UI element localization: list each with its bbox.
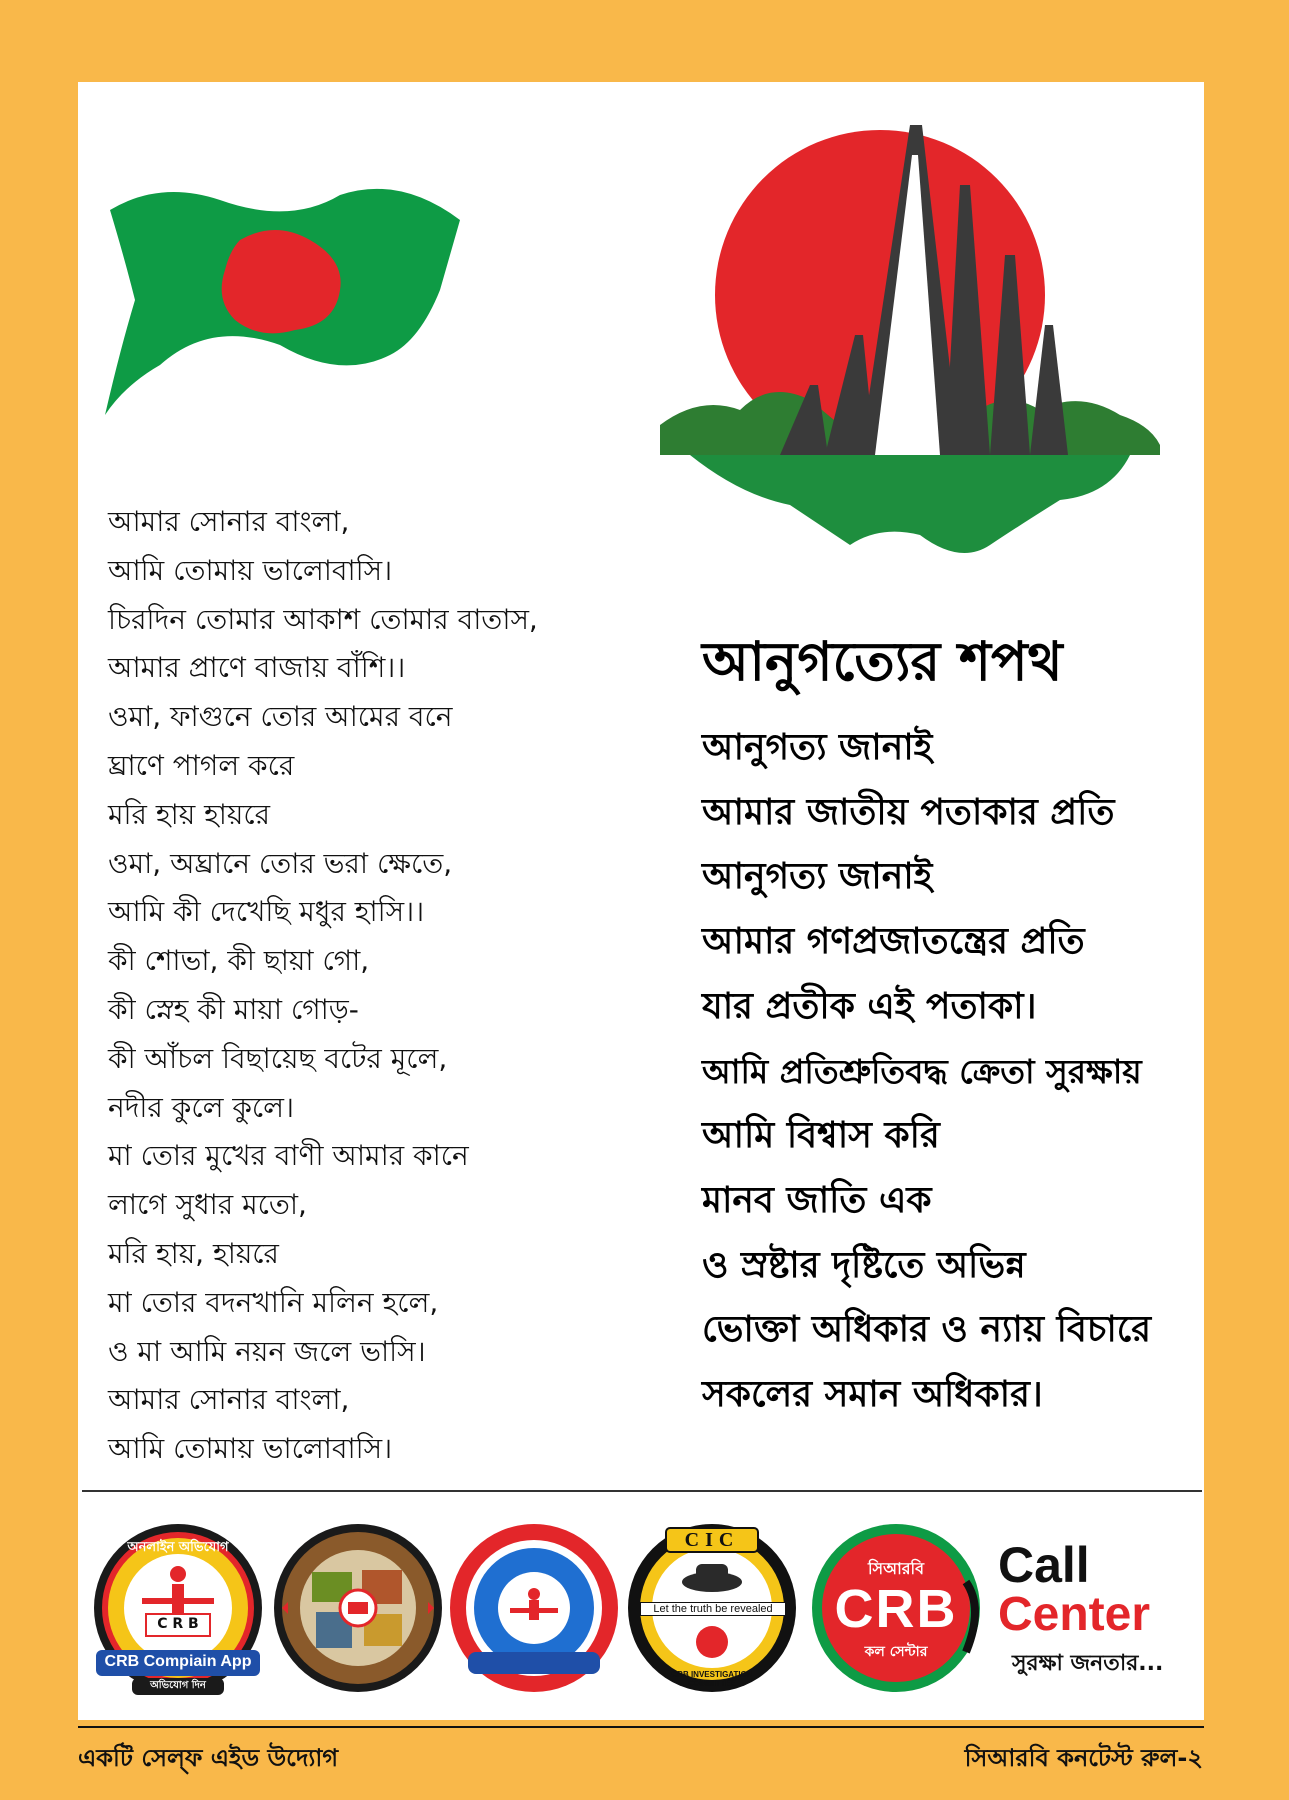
anthem-line: আমি তোমায় ভালোবাসি। (108, 553, 393, 587)
anthem-line: মরি হায় হায়রে (108, 797, 271, 831)
call-center-tagline: সুরক্ষা জনতার... (1012, 1651, 1164, 1676)
call-center-wordmark (998, 1537, 1198, 1683)
logo-sub-text: অভিযোগ দিন (132, 1678, 224, 1695)
anthem-line: আমার সোনার বাংলা, (108, 1383, 350, 1417)
anthem-line: চিরদিন তোমার আকাশ তোমার বাতাস, (108, 602, 538, 636)
pledge-line: ও স্রষ্টার দৃষ্টিতে অভিন্ন (702, 1244, 1026, 1286)
anthem-line: মরি হায়, হায়রে (108, 1236, 279, 1270)
anthem-line: আমার প্রাণে বাজায় বাঁশি।। (108, 651, 406, 685)
consumer-rights-collage-logo (272, 1522, 444, 1694)
anthem-line: ওমা, অঘ্রানে তোর ভরা ক্ষেতে, (108, 846, 453, 880)
pledge-line: আমি প্রতিশ্রুতিবদ্ধ ক্রেতা সুরক্ষায় (702, 1051, 1142, 1091)
left-orange-strip (0, 228, 78, 1720)
center-text: Center (998, 1588, 1151, 1641)
anthem-line: লাগে সুধার মতো, (108, 1188, 307, 1222)
cic-motto-text: Let the truth be revealed (640, 1602, 786, 1616)
pledge-title: আনুগত্যের শপথ (702, 630, 1063, 693)
cic-top-text: CIC (684, 1529, 740, 1551)
pledge-line: ভোক্তা অধিকার ও ন্যায় বিচারে (702, 1309, 1152, 1351)
bangladesh-flag-image (100, 180, 470, 420)
pledge-line: আমার গণপ্রজাতন্ত্রের প্রতি (702, 921, 1085, 963)
crb-call-top: সিআরবি (867, 1559, 925, 1578)
anthem-line: মা তোর মুখের বাণী আমার কানে (108, 1139, 469, 1173)
anthem-line: মা তোর বদনখানি মলিন হলে, (108, 1285, 439, 1319)
call-text: Call (998, 1537, 1090, 1593)
footer-left-text: একটি সেল্‌ফ এইড উদ্যোগ (78, 1744, 339, 1772)
pledge-line: মানব জাতি এক (702, 1179, 932, 1221)
crb-call-center-logo (806, 1522, 990, 1694)
pledge-line: যার প্রতীক এই পতাকা। (702, 985, 1037, 1027)
crb-call-mid: CRB (834, 1579, 958, 1639)
anthem-line: ও মা আমি নয়ন জলে ভাসি। (108, 1334, 426, 1368)
footer-rule (78, 1726, 1204, 1728)
right-orange-strip (1204, 228, 1289, 1720)
pledge-line: আনুগত্য জানাই (702, 856, 933, 898)
pledge-line: আনুগত্য জানাই (702, 727, 933, 768)
national-anthem-text (108, 498, 668, 1474)
anthem-line: আমি কী দেখেছি মধুর হাসি।। (108, 895, 425, 929)
pledge-line: আমি বিশ্বাস করি (702, 1115, 940, 1157)
cic-investigation-logo (626, 1522, 798, 1694)
consumer-protection-movement-logo (448, 1522, 620, 1694)
pledge-line: সকলের সমান অধিকার। (702, 1374, 1043, 1416)
footer-right-text: সিআরবি কনটেস্ট রুল-২ (964, 1744, 1203, 1772)
anthem-line: ওমা, ফাগুনে তোর আমের বনে (108, 700, 453, 734)
logo-letters: C R B (157, 1616, 199, 1632)
crb-call-bottom: কল সেন্টার (864, 1644, 928, 1660)
section-divider (82, 1490, 1202, 1492)
logo-badge-text: CRB Compiain App (104, 1653, 252, 1670)
national-memorial-image (660, 125, 1160, 565)
logo-arc-text: অনলাইন অভিযোগ (127, 1540, 229, 1555)
anthem-line: আমি তোমায় ভালোবাসি। (108, 1432, 393, 1466)
pledge-text (702, 716, 1202, 1428)
crb-complain-app-logo (92, 1522, 264, 1694)
anthem-line: নদীর কুলে কুলে। (108, 1090, 295, 1124)
cic-ring-text: CRB INVESTIGATION COMMITTEE (671, 1670, 753, 1688)
anthem-line: কী স্নেহ কী মায়া গোড়- (108, 992, 359, 1026)
anthem-line: আমার সোনার বাংলা, (108, 505, 350, 538)
anthem-line: ঘ্রাণে পাগল করে (108, 748, 295, 782)
anthem-line: কী আঁচল বিছায়েছ বটের মূলে, (108, 1041, 448, 1075)
anthem-line: কী শোভা, কী ছায়া গো, (108, 944, 370, 978)
pledge-line: আমার জাতীয় পতাকার প্রতি (702, 791, 1115, 833)
